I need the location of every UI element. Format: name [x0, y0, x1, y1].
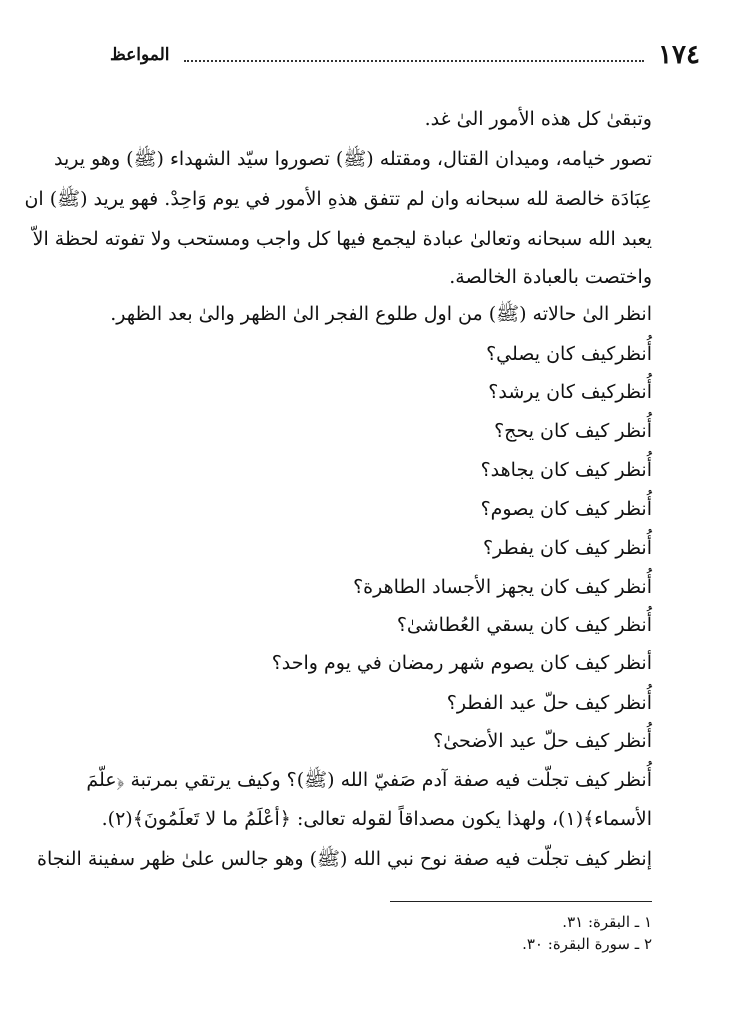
question-line: أُنظر كيف كان يجاهد؟ [480, 459, 652, 481]
running-title: المواعظ [110, 45, 170, 65]
text-line: أُنظر كيف تجلّت فيه صفة آدم صَفيّ الله (ﷺ)؟ وكيف يرتقي بمرتبة ﴿علّمَ [86, 769, 652, 791]
text-line: إنظر كيف تجلّت فيه صفة نوح نبي الله (ﷺ) وهو جالس علىٰ ظهر سفينة النجاة [37, 848, 652, 870]
question-line: أُنظر كيف كان يحج؟ [494, 420, 652, 442]
question-line: أُنظر كيف كان يفطر؟ [482, 537, 652, 559]
text-line: انظر الىٰ حالاته (ﷺ) من اول طلوع الفجر الىٰ الظهر والىٰ بعد الظهر. [110, 303, 652, 325]
footnote-separator [390, 901, 652, 902]
footnote: ٢ ـ سورة البقرة: ٣٠. [522, 935, 652, 953]
text-line: يعبد الله سبحانه وتعالىٰ عبادة ليجمع فيها كل واجب ومستحب ولا تفوته لحظة الاّ [32, 228, 652, 250]
question-line: أُنظركيف كان يصلي؟ [486, 343, 652, 365]
text-line: واختصت بالعبادة الخالصة. [449, 266, 652, 288]
page-number: ١٧٤ [658, 40, 700, 70]
page-header [110, 38, 700, 72]
text-line: الأسماء﴾(١)، ولهذا يكون مصداقاً لقوله تعالى: ﴿أعْلَمُ ما لا تَعلَمُونَ﴾(٢). [101, 808, 652, 830]
text-line: وتبقىٰ كل هذه الأمور الىٰ غد. [424, 108, 652, 130]
footnote: ١ ـ البقرة: ٣١. [562, 913, 652, 931]
question-line: أُنظر كيف كان يسقي العُطاشىٰ؟ [396, 614, 652, 636]
question-line: أُنظركيف كان يرشد؟ [488, 381, 652, 403]
text-line: عِبَادَة خالصة لله سبحانه وان لم تتفق هذهِ الأمور في يوم وَاحِدْ. فهو يريد (ﷺ) ان [24, 188, 652, 210]
question-line: أُنظر كيف كان يصوم؟ [480, 498, 652, 520]
question-line: أُنظر كيف حلّ عيد الأضحىٰ؟ [433, 730, 652, 752]
question-line: أنظر كيف كان يصوم شهر رمضان في يوم واحد؟ [271, 652, 652, 674]
question-line: أُنظر كيف كان يجهز الأجساد الطاهرة؟ [353, 576, 652, 598]
text-line: تصور خيامه، وميدان القتال، ومقتله (ﷺ) تصوروا سيّد الشهداء (ﷺ) وهو يريد [54, 148, 652, 170]
question-line: أُنظر كيف حلّ عيد الفطر؟ [446, 692, 652, 714]
dotted-leader [184, 60, 645, 62]
